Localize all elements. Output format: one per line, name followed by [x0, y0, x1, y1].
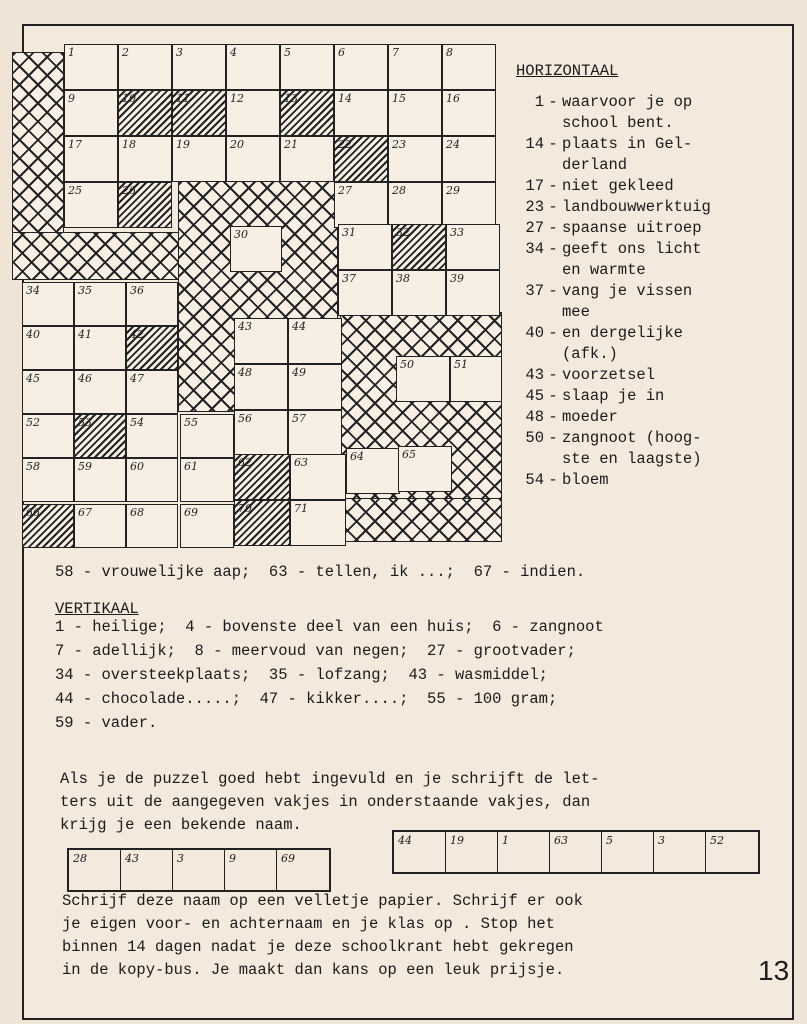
- horizontaal-clue: 17 - niet gekleed: [525, 177, 674, 195]
- grid-cell[interactable]: [226, 90, 280, 136]
- grid-cell-number: 12: [230, 92, 244, 105]
- grid-cell-number: 67: [78, 506, 92, 519]
- answer-box-number: 44: [398, 834, 412, 847]
- grid-cell-number: 2: [122, 46, 129, 59]
- grid-cell-number: 54: [130, 416, 144, 429]
- vertikaal-clue-line: 7 - adellijk; 8 - meervoud van negen; 27 - grootvader;: [55, 642, 576, 660]
- grid-cell-number: 30: [234, 228, 248, 241]
- grid-cell-number: 18: [122, 138, 136, 151]
- grid-cell[interactable]: [126, 370, 178, 414]
- answer-box-number: 9: [229, 852, 236, 865]
- grid-cell[interactable]: [234, 454, 290, 500]
- grid-cell[interactable]: [64, 90, 118, 136]
- grid-cell[interactable]: [234, 364, 288, 410]
- answer-box-number: 19: [450, 834, 464, 847]
- grid-cell[interactable]: [22, 370, 74, 414]
- horizontaal-clue: 34 - geeft ons licht: [525, 240, 702, 258]
- grid-black-block: [340, 498, 502, 542]
- grid-cell[interactable]: [22, 414, 74, 458]
- grid-cell-number: 9: [68, 92, 75, 105]
- grid-cell[interactable]: [280, 136, 334, 182]
- grid-cell[interactable]: [64, 182, 118, 228]
- grid-cell[interactable]: [288, 318, 342, 364]
- answer-box-number: 52: [710, 834, 724, 847]
- grid-cell-number: 46: [78, 372, 92, 385]
- grid-cell[interactable]: [334, 182, 388, 228]
- grid-cell-number: 44: [292, 320, 306, 333]
- horizontaal-clue: 40 - en dergelijke: [525, 324, 683, 342]
- grid-cell[interactable]: [74, 504, 126, 548]
- grid-cell[interactable]: [180, 414, 234, 458]
- horizontaal-clue: derland: [562, 156, 628, 174]
- answer-box[interactable]: [173, 850, 225, 890]
- answer-box[interactable]: [654, 832, 706, 872]
- grid-cell[interactable]: [64, 136, 118, 182]
- grid-cell[interactable]: [118, 44, 172, 90]
- grid-cell[interactable]: [392, 270, 446, 316]
- answer-boxes-left: [67, 848, 331, 892]
- grid-cell-number: 8: [446, 46, 453, 59]
- grid-cell-number: 34: [26, 284, 40, 297]
- grid-cell[interactable]: [230, 226, 282, 272]
- grid-cell[interactable]: [288, 410, 342, 456]
- answer-box[interactable]: [498, 832, 550, 872]
- answer-box-number: 28: [73, 852, 87, 865]
- grid-cell[interactable]: [398, 446, 452, 492]
- grid-cell-number: 35: [78, 284, 92, 297]
- grid-cell[interactable]: [234, 500, 290, 546]
- grid-cell-number: 59: [78, 460, 92, 473]
- grid-black-block: [12, 232, 180, 280]
- grid-cell-number: 43: [238, 320, 252, 333]
- grid-cell-number: 27: [338, 184, 352, 197]
- grid-cell-number: 36: [130, 284, 144, 297]
- grid-cell[interactable]: [280, 90, 334, 136]
- answer-box[interactable]: [69, 850, 121, 890]
- grid-cell-number: 37: [342, 272, 356, 285]
- grid-cell[interactable]: [226, 136, 280, 182]
- grid-cell-number: 11: [176, 92, 190, 105]
- grid-cell-number: 61: [184, 460, 198, 473]
- horizontaal-clue: 48 - moeder: [525, 408, 618, 426]
- grid-cell-number: 58: [26, 460, 40, 473]
- grid-cell-number: 20: [230, 138, 244, 151]
- grid-cell[interactable]: [126, 282, 178, 326]
- horizontaal-continuation: 58 - vrouwelijke aap; 63 - tellen, ik ...; 67 - indien.: [55, 563, 586, 581]
- answer-box-number: 3: [658, 834, 665, 847]
- horizontaal-clue: 45 - slaap je in: [525, 387, 665, 405]
- horizontaal-clue: 14 - plaats in Gel-: [525, 135, 693, 153]
- grid-cell-number: 24: [446, 138, 460, 151]
- grid-cell[interactable]: [126, 414, 178, 458]
- grid-cell-number: 33: [450, 226, 464, 239]
- answer-box[interactable]: [550, 832, 602, 872]
- grid-cell-number: 68: [130, 506, 144, 519]
- horizontaal-clue: 54 - bloem: [525, 471, 609, 489]
- grid-cell[interactable]: [288, 364, 342, 410]
- grid-cell[interactable]: [388, 90, 442, 136]
- grid-cell[interactable]: [346, 448, 400, 494]
- grid-cell-number: 65: [402, 448, 416, 461]
- grid-cell-number: 19: [176, 138, 190, 151]
- horizontaal-clue: 37 - vang je vissen: [525, 282, 693, 300]
- grid-cell-number: 21: [284, 138, 298, 151]
- answer-box-number: 5: [606, 834, 613, 847]
- grid-cell[interactable]: [74, 370, 126, 414]
- grid-cell-number: 48: [238, 366, 252, 379]
- grid-cell[interactable]: [126, 458, 178, 502]
- grid-cell-number: 50: [400, 358, 414, 371]
- grid-cell-number: 3: [176, 46, 183, 59]
- vertikaal-heading: VERTIKAAL: [55, 600, 139, 618]
- grid-cell[interactable]: [388, 44, 442, 90]
- answer-box-number: 3: [177, 852, 184, 865]
- grid-cell[interactable]: [22, 504, 74, 548]
- grid-cell[interactable]: [290, 454, 346, 500]
- grid-cell-number: 52: [26, 416, 40, 429]
- horizontaal-clue: ste en laagste): [562, 450, 702, 468]
- grid-cell-number: 25: [68, 184, 82, 197]
- grid-cell[interactable]: [442, 182, 496, 228]
- grid-cell[interactable]: [22, 326, 74, 370]
- grid-cell-number: 28: [392, 184, 406, 197]
- grid-cell[interactable]: [442, 136, 496, 182]
- grid-cell-number: 51: [454, 358, 468, 371]
- page-number: 13: [758, 955, 790, 986]
- grid-cell[interactable]: [74, 326, 126, 370]
- grid-cell[interactable]: [126, 326, 178, 370]
- answer-box-number: 43: [125, 852, 139, 865]
- vertikaal-clue-line: 1 - heilige; 4 - bovenste deel van een huis; 6 - zangnoot: [55, 618, 604, 636]
- grid-cell-number: 49: [292, 366, 306, 379]
- grid-cell[interactable]: [446, 270, 500, 316]
- grid-cell[interactable]: [226, 44, 280, 90]
- grid-cell[interactable]: [334, 136, 388, 182]
- grid-cell-number: 1: [68, 46, 75, 59]
- grid-cell[interactable]: [334, 44, 388, 90]
- grid-cell-number: 70: [238, 502, 252, 515]
- answer-box[interactable]: [394, 832, 446, 872]
- grid-cell-number: 31: [342, 226, 356, 239]
- grid-cell[interactable]: [338, 270, 392, 316]
- horizontaal-clue: 50 - zangnoot (hoog-: [525, 429, 702, 447]
- grid-cell-number: 69: [184, 506, 198, 519]
- answer-box[interactable]: [602, 832, 654, 872]
- grid-cell-number: 66: [26, 506, 40, 519]
- grid-cell[interactable]: [118, 90, 172, 136]
- answer-boxes-right: [392, 830, 760, 874]
- closing-line: Schrijf deze naam op een velletje papier. Schrijf er ook: [62, 892, 583, 910]
- horizontaal-clue: mee: [562, 303, 590, 321]
- grid-cell[interactable]: [234, 318, 288, 364]
- horizontaal-clue: 1 - waarvoor je op: [534, 93, 693, 111]
- grid-cell-number: 10: [122, 92, 136, 105]
- grid-cell-number: 41: [78, 328, 92, 341]
- grid-cell[interactable]: [338, 224, 392, 270]
- grid-cell-number: 57: [292, 412, 306, 425]
- horizontaal-clue: (afk.): [562, 345, 618, 363]
- grid-cell[interactable]: [334, 90, 388, 136]
- grid-cell-number: 55: [184, 416, 198, 429]
- horizontaal-clue: en warmte: [562, 261, 646, 279]
- answer-box-number: 1: [502, 834, 509, 847]
- grid-cell-number: 71: [294, 502, 308, 515]
- closing-line: je eigen voor- en achternaam en je klas op . Stop het: [62, 915, 555, 933]
- grid-cell-number: 29: [446, 184, 460, 197]
- grid-cell-number: 15: [392, 92, 406, 105]
- grid-cell[interactable]: [64, 44, 118, 90]
- closing-line: in de kopy-bus. Je maakt dan kans op een leuk prijsje.: [62, 961, 565, 979]
- grid-cell-number: 53: [78, 416, 92, 429]
- grid-cell[interactable]: [74, 458, 126, 502]
- grid-cell[interactable]: [446, 224, 500, 270]
- horizontaal-heading: HORIZONTAAL: [516, 62, 619, 80]
- grid-cell[interactable]: [392, 224, 446, 270]
- vertikaal-clue-line: 34 - oversteekplaats; 35 - lofzang; 43 - wasmiddel;: [55, 666, 548, 684]
- grid-cell-number: 60: [130, 460, 144, 473]
- grid-cell-number: 39: [450, 272, 464, 285]
- answer-box[interactable]: [121, 850, 173, 890]
- grid-cell-number: 22: [338, 138, 352, 151]
- horizontaal-clue: 23 - landbouwwerktuig: [525, 198, 711, 216]
- grid-cell[interactable]: [396, 356, 450, 402]
- horizontaal-clue: school bent.: [562, 114, 674, 132]
- grid-cell-number: 26: [122, 184, 136, 197]
- grid-cell[interactable]: [234, 410, 288, 456]
- answer-box[interactable]: [446, 832, 498, 872]
- instruction-line: krijg je een bekende naam.: [60, 816, 302, 834]
- closing-line: binnen 14 dagen nadat je deze schoolkrant hebt gekregen: [62, 938, 574, 956]
- grid-cell[interactable]: [180, 504, 234, 548]
- grid-cell-number: 42: [130, 328, 144, 341]
- grid-cell-number: 47: [130, 372, 144, 385]
- answer-box[interactable]: [277, 850, 329, 890]
- grid-cell-number: 45: [26, 372, 40, 385]
- grid-cell[interactable]: [388, 136, 442, 182]
- vertikaal-clue-line: 44 - chocolade.....; 47 - kikker....; 55 - 100 gram;: [55, 690, 558, 708]
- grid-cell[interactable]: [172, 44, 226, 90]
- grid-cell-number: 7: [392, 46, 399, 59]
- answer-box[interactable]: [706, 832, 758, 872]
- grid-cell[interactable]: [442, 44, 496, 90]
- grid-cell-number: 64: [350, 450, 364, 463]
- grid-cell-number: 13: [284, 92, 298, 105]
- grid-cell[interactable]: [450, 356, 502, 402]
- grid-cell[interactable]: [388, 182, 442, 228]
- instruction-line: Als je de puzzel goed hebt ingevuld en je schrijft de let-: [60, 770, 600, 788]
- grid-cell-number: 38: [396, 272, 410, 285]
- grid-cell[interactable]: [180, 458, 234, 502]
- grid-cell-number: 4: [230, 46, 237, 59]
- answer-box-number: 63: [554, 834, 568, 847]
- vertikaal-clue-line: 59 - vader.: [55, 714, 158, 732]
- answer-box-number: 69: [281, 852, 295, 865]
- grid-cell-number: 6: [338, 46, 345, 59]
- grid-cell[interactable]: [126, 504, 178, 548]
- grid-cell[interactable]: [442, 90, 496, 136]
- grid-cell[interactable]: [74, 414, 126, 458]
- grid-cell[interactable]: [280, 44, 334, 90]
- grid-cell[interactable]: [22, 458, 74, 502]
- grid-cell-number: 62: [238, 456, 252, 469]
- horizontaal-clues: [500, 92, 711, 491]
- grid-cell[interactable]: [118, 182, 172, 228]
- grid-cell-number: 56: [238, 412, 252, 425]
- grid-cell-number: 14: [338, 92, 352, 105]
- grid-cell[interactable]: [22, 282, 74, 326]
- instruction-line: ters uit de aangegeven vakjes in onderstaande vakjes, dan: [60, 793, 591, 811]
- grid-cell[interactable]: [118, 136, 172, 182]
- horizontaal-clue: 27 - spaanse uitroep: [525, 219, 702, 237]
- grid-cell[interactable]: [290, 500, 346, 546]
- grid-cell[interactable]: [172, 136, 226, 182]
- answer-box[interactable]: [225, 850, 277, 890]
- grid-cell[interactable]: [74, 282, 126, 326]
- grid-cell-number: 63: [294, 456, 308, 469]
- grid-cell-number: 40: [26, 328, 40, 341]
- grid-cell-number: 16: [446, 92, 460, 105]
- grid-cell-number: 17: [68, 138, 82, 151]
- grid-cell-number: 32: [396, 226, 410, 239]
- horizontaal-clue: 43 - voorzetsel: [525, 366, 656, 384]
- grid-cell[interactable]: [172, 90, 226, 136]
- grid-cell-number: 5: [284, 46, 291, 59]
- grid-cell-number: 23: [392, 138, 406, 151]
